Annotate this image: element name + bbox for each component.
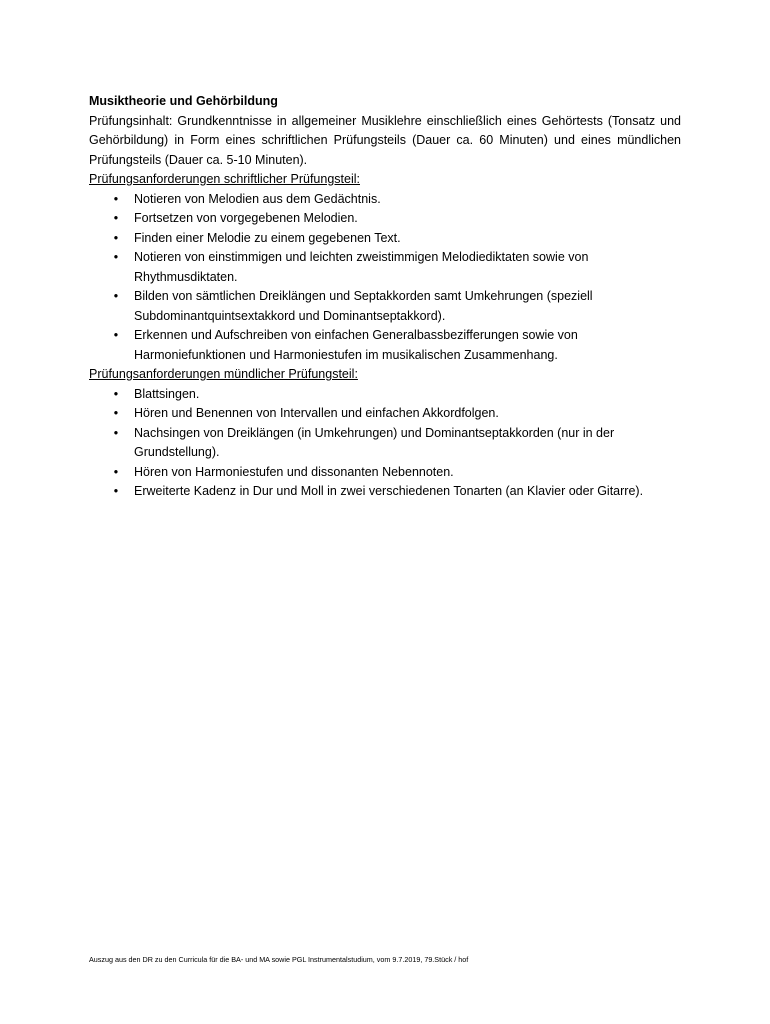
bullet-icon: •	[113, 328, 119, 342]
list-item	[113, 385, 681, 405]
bullet-icon: •	[113, 425, 119, 440]
bullet-icon: •	[113, 211, 119, 225]
list-item	[113, 463, 681, 483]
bullet-icon: •	[113, 191, 119, 206]
oral-requirements-list	[89, 385, 681, 502]
list-item	[113, 482, 681, 502]
bullet-icon: •	[113, 230, 119, 245]
list-item-text: Hören und Benennen von Intervallen und einfachen Akkordfolgen.	[134, 406, 499, 420]
list-item	[113, 287, 681, 326]
document-title: Musiktheorie und Gehörbildung	[89, 94, 278, 108]
list-item-text: Blattsingen.	[134, 386, 200, 401]
bullet-icon: •	[113, 464, 119, 479]
intro-paragraph: Prüfungsinhalt: Grundkenntnisse in allgemeiner Musiklehre einschließlich eines Gehörtests (Tonsatz und Gehörbildung) in Form eines schriftlichen Prüfungsteils (Dauer ca. 60 Minuten) und eines mündlichen Prüfungsteils (Dauer ca. 5-10 Minuten).	[89, 113, 681, 167]
list-item-text: Hören von Harmoniestufen und dissonanten Nebennoten.	[134, 464, 454, 479]
bullet-icon: •	[113, 289, 119, 303]
list-item	[113, 209, 681, 229]
list-item-text: Erweiterte Kadenz in Dur und Moll in zwei verschiedenen Tonarten (an Klavier oder Gitarre).	[134, 484, 644, 498]
list-item	[113, 190, 681, 210]
list-item-text: Fortsetzen von vorgegebenen Melodien.	[134, 211, 358, 225]
page-footer: Auszug aus den DR zu den Curricula für die BA- und MA sowie PGL Instrumentalstudium, vom 9.7.2019, 79.Stück / hof	[89, 955, 469, 964]
document-body	[89, 92, 681, 502]
list-item	[113, 424, 681, 463]
list-item-text: Notieren von einstimmigen und leichten zweistimmigen Melodiediktaten sowie von Rhythmusdiktaten.	[134, 250, 589, 284]
bullet-icon: •	[113, 484, 119, 498]
bullet-icon: •	[113, 250, 119, 264]
list-item-text: Notieren von Melodien aus dem Gedächtnis.	[134, 191, 381, 206]
list-item-text: Erkennen und Aufschreiben von einfachen Generalbassbezifferungen sowie von Harmoniefunktionen und Harmoniestufen im musikalischen Zusammenhang.	[134, 328, 578, 362]
written-requirements-list	[89, 190, 681, 366]
list-item	[113, 248, 681, 287]
list-item-text: Nachsingen von Dreiklängen (in Umkehrungen) und Dominantseptakkorden (nur in der Grundstellung).	[134, 425, 615, 459]
bullet-icon: •	[113, 406, 119, 420]
list-item	[113, 229, 681, 249]
list-item-text: Bilden von sämtlichen Dreiklängen und Septakkorden samt Umkehrungen (speziell Subdominantquintsextakkord und Dominantseptakkord).	[134, 289, 593, 323]
section-heading-oral: Prüfungsanforderungen mündlicher Prüfungsteil:	[89, 367, 358, 381]
bullet-icon: •	[113, 386, 119, 401]
list-item	[113, 404, 681, 424]
section-heading-written: Prüfungsanforderungen schriftlicher Prüfungsteil:	[89, 172, 360, 186]
list-item-text: Finden einer Melodie zu einem gegebenen Text.	[134, 230, 401, 245]
list-item	[113, 326, 681, 365]
